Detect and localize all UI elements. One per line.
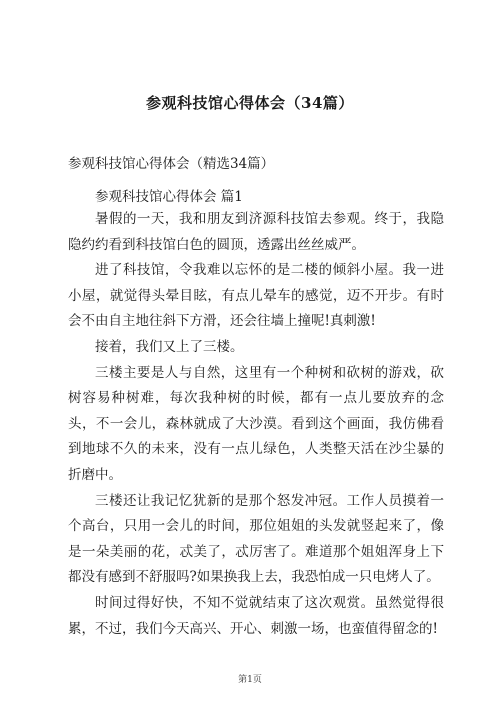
article-body [68,207,444,642]
paragraph: 暑假的一天，我和朋友到济源科技馆去参观。终于，我隐隐约约看到科技馆白色的圆顶，透露出丝丝威严。 [68,211,444,253]
paragraph: 接着，我们又上了三楼。 [95,338,244,355]
page-number: 第1页 [238,675,262,685]
section-heading: 参观科技馆心得体会 篇1 [95,189,243,205]
paragraph: 时间过得好快，不知不觉就结束了这次观赏。虽然觉得很累，不过，我们今天高兴、开心、刺激一场，也蛮值得留念的! [68,594,444,637]
document-subtitle: 参观科技馆心得体会（精选34篇） [68,156,275,172]
paragraph: 进了科技馆，令我难以忘怀的是二楼的倾斜小屋。我一进小屋，就觉得头晕目眩，有点儿晕车的感觉，迈不开步。有时会不由自主地往斜下方滑，还会往墙上撞呢!真刺激! [68,262,444,330]
paragraph: 三楼还让我记忆犹新的是那个怒发冲冠。工作人员摸着一个高台，只用一会儿的时间，那位姐姐的头发就竖起来了，像是一朵美丽的花，忒美了，忒厉害了。难道那个姐姐浑身上下都没有感到不舒服吗?如果换我上去，我恐怕成一只电烤人了。 [68,492,444,586]
paragraph: 三楼主要是人与自然，这里有一个种树和砍树的游戏，砍树容易种树难，每次我种树的时候，都有一点儿要放弃的念头，不一会儿，森林就成了大沙漠。看到这个画面，我仿佛看到地球不久的未来，没有一点儿绿色，人类整天活在沙尘暴的折磨中。 [68,364,444,483]
document-title: 参观科技馆心得体会（34篇） [146,94,354,112]
